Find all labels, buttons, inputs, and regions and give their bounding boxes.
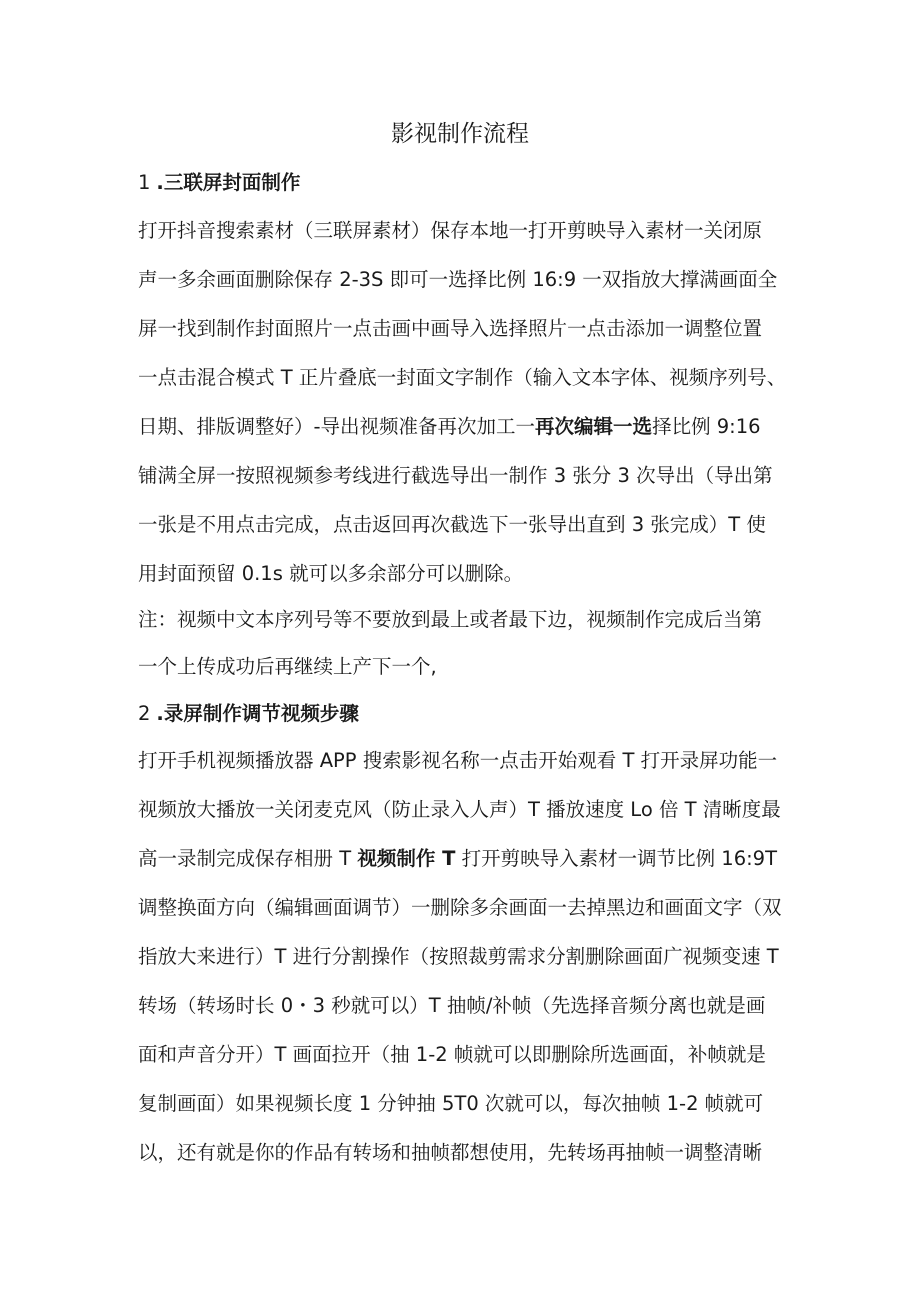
paragraph-line: 调整换面方向（编辑画面调节）一删除多余画面一去掉黑边和画面文字（双 [138,896,782,919]
paragraph-line: 打开抖音搜索素材（三联屏素材）保存本地一打开剪映导入素材一关闭原 [138,219,763,242]
paragraph-line: 声一多余画面删除保存 2-3S 即可一选择比例 16:9 一双指放大撑满画面全 [138,268,778,291]
section-2-title: .录屏制作调节视频步骤 [156,702,359,725]
note-line: 一个上传成功后再继续上产下一个, [138,655,437,678]
document-title: 影视制作流程 [391,121,529,147]
note-line: 注：视频中文本序列号等不要放到最上或者最下边，视频制作完成后当第 [138,608,763,631]
paragraph-line: 以，还有就是你的作品有转场和抽帧都想使用，先转场再抽帧一调整清晰 [138,1141,763,1164]
paragraph-line [138,412,798,442]
paragraph-line: 打开手机视频播放器 APP 搜索影视名称一点击开始观看 T 打开录屏功能一 [138,749,778,772]
bold-text: 再次编辑一选 [535,415,653,438]
line-text: 高一录制完成保存相册 T [138,847,358,870]
paragraph-line: 一点击混合模式 T 正片叠底一封面文字制作（输入文本字体、视频序列号、 [138,366,787,389]
paragraph-line: 一张是不用点击完成，点击返回再次截选下一张导出直到 3 张完成）T 使 [138,513,766,536]
paragraph-line: 屏一找到制作封面照片一点击画中画导入选择照片一点击添加一调整位置 [138,317,763,340]
paragraph-line: 视频放大播放一关闭麦克风（防止录入人声）T 播放速度 Lo 倍 T 清晰度最 [138,798,781,821]
line-text: 打开剪映导入素材一调节比例 16:9T [455,847,778,870]
paragraph-line: 面和声音分开）T 画面拉开（抽 1-2 帧就可以即删除所选画面，补帧就是 [138,1043,766,1066]
paragraph-line: 复制画面）如果视频长度 1 分钟抽 5T0 次就可以，每次抽帧 1-2 帧就可 [138,1092,764,1115]
bold-text: 视频制作 T [357,847,456,870]
section-2-number: 2 [138,702,151,725]
section-2-heading [138,699,798,729]
paragraph-line: 指放大来进行）T 进行分割操作（按照裁剪需求分割删除画面广视频变速 T [138,945,779,968]
section-1-title: .三联屏封面制作 [156,171,301,194]
line-text: 择比例 9:16 [652,415,761,438]
paragraph-line: 用封面预留 0.1s 就可以多余部分可以删除。 [138,562,524,585]
line-text: 日期、排版调整好）-导出视频准备再次加工一 [138,415,536,438]
paragraph-line: 铺满全屏一按照视频参考线进行截选导出一制作 3 张分 3 次导出（导出第 [138,464,773,487]
paragraph-line: 转场（转场时长 0・3 秒就可以）T 抽帧/补帧（先选择音频分离也就是画 [138,994,766,1017]
paragraph-line [138,844,798,874]
section-1-heading [138,168,798,198]
section-1-number: 1 [138,171,151,194]
